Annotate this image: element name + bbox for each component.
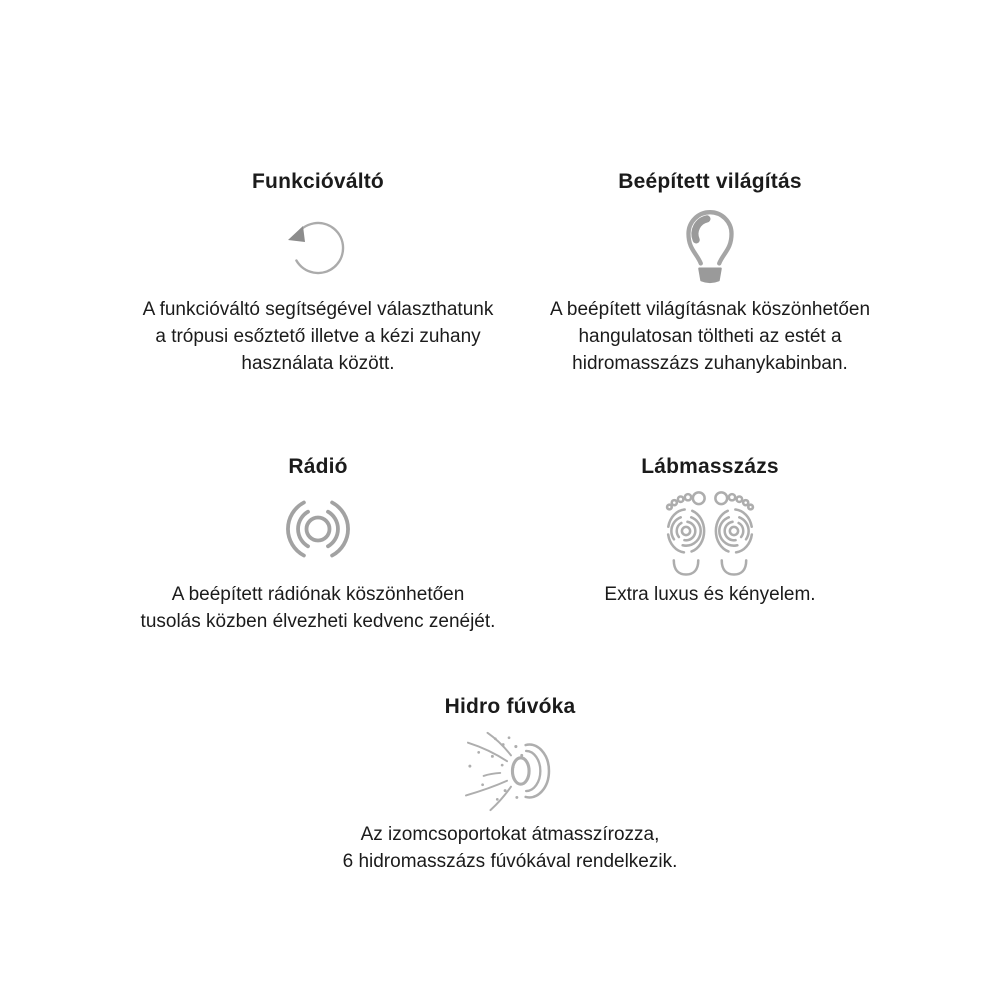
feature-description bbox=[310, 821, 710, 875]
desc-line: hangulatosan töltheti az estét a bbox=[578, 326, 842, 347]
feature-description bbox=[510, 581, 910, 608]
feature-title: Rádió bbox=[288, 455, 348, 478]
feature-hidro-fuvoka bbox=[310, 693, 710, 875]
feature-description bbox=[118, 581, 518, 635]
feature-title: Funkcióváltó bbox=[252, 170, 384, 193]
radio-waves-icon bbox=[118, 481, 518, 581]
desc-line: tusolás közben élvezheti kedvenc zenéjét. bbox=[140, 611, 496, 632]
foot-massage-icon bbox=[510, 481, 910, 581]
lightbulb-icon bbox=[510, 196, 910, 296]
feature-description bbox=[510, 296, 910, 377]
desc-line: a trópusi esőztető illetve a kézi zuhany bbox=[155, 326, 481, 347]
feature-title: Beépített világítás bbox=[618, 170, 802, 193]
desc-line: A beépített rádiónak köszönhetően bbox=[171, 584, 465, 605]
feature-beepitett-vilagitas bbox=[510, 168, 910, 377]
desc-line: Extra luxus és kényelem. bbox=[604, 584, 816, 605]
feature-funkciovalto bbox=[118, 168, 518, 377]
hydro-jet-icon bbox=[310, 721, 710, 821]
feature-radio bbox=[118, 453, 518, 635]
desc-line: Az izomcsoportokat átmasszírozza, bbox=[360, 824, 660, 845]
rotate-arrow-icon bbox=[118, 196, 518, 296]
desc-line: használata között. bbox=[241, 353, 395, 374]
feature-title: Lábmasszázs bbox=[641, 455, 779, 478]
feature-description bbox=[118, 296, 518, 377]
desc-line: hidromasszázs zuhanykabinban. bbox=[572, 353, 848, 374]
feature-title: Hidro fúvóka bbox=[444, 695, 576, 718]
desc-line: A beépített világításnak köszönhetően bbox=[549, 299, 871, 320]
feature-labmasszazs bbox=[510, 453, 910, 608]
desc-line: 6 hidromasszázs fúvókával rendelkezik. bbox=[342, 851, 678, 872]
desc-line: A funkcióváltó segítségével választhatunk bbox=[142, 299, 494, 320]
